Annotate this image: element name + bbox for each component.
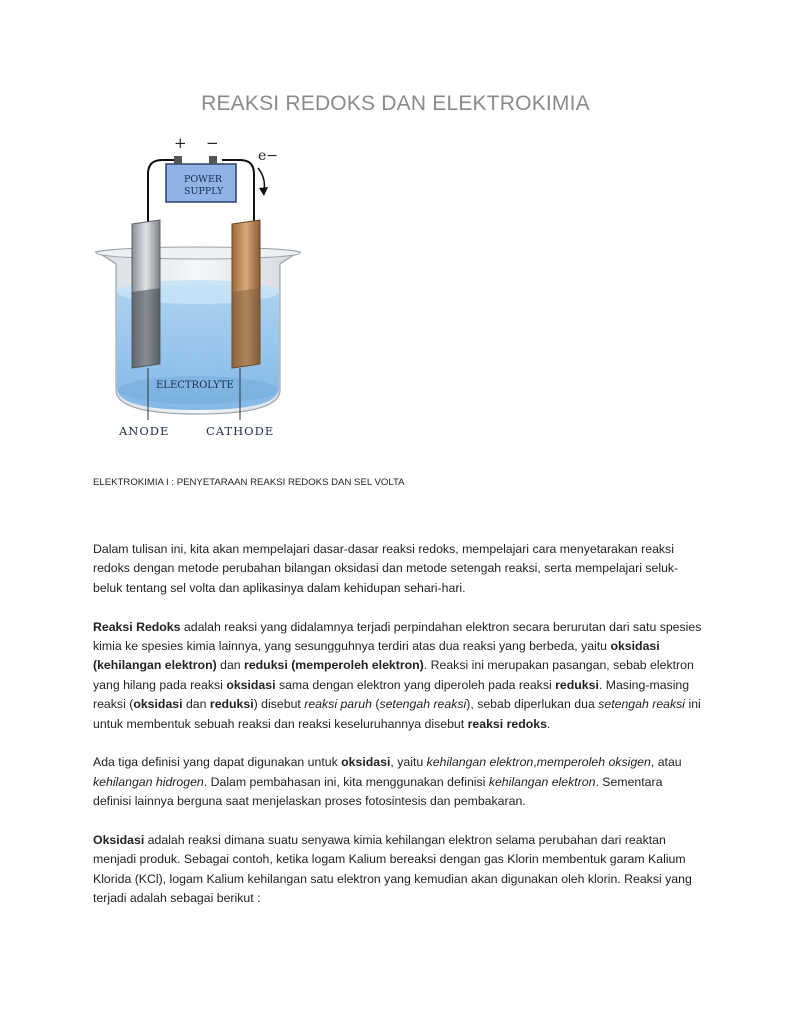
electron-flow-arrow-icon — [258, 168, 268, 196]
term-oksidasi-definition: oksidasi (kehilangan elektron) — [93, 639, 660, 673]
minus-sign: − — [206, 134, 219, 152]
paragraph-oksidasi: Oksidasi adalah reaksi dimana suatu senyawa kimia kehilangan elektron selama perubahan dari reaktan menjadi produk. Sebagai contoh, ketika logam Kalium bereaksi dengan gas Klorin membentuk garam Kalium Klorida (KCl), logam Kalium kehilangan satu elektron yang kemudian akan digunakan oleh klorin. Reaksi yang terjadi adalah sebagai berikut : — [93, 833, 692, 906]
electrolyte-label: ELECTROLYTE — [156, 380, 234, 391]
section-heading: ELEKTROKIMIA I : PENYETARAAN REAKSI REDOKS DAN SEL VOLTA — [93, 477, 405, 488]
term-reduksi-definition: reduksi (memperoleh elektron) — [244, 658, 424, 673]
plus-sign: + — [174, 134, 187, 152]
anode-label: ANODE — [119, 424, 170, 438]
paragraph-intro: Dalam tulisan ini, kita akan mempelajari dasar-dasar reaksi redoks, mempelajari cara menyetarakan reaksi redoks dengan metode perubahan bilangan oksidasi dan metode setengah reaksi, serta mempelajari seluk-beluk tentang sel volta dan aplikasinya dalam kehidupan sehari-hari. — [93, 542, 679, 595]
power-supply-label-line1: POWER — [184, 174, 223, 185]
term-reaksi-redoks: Reaksi Redoks — [93, 619, 181, 634]
electron-label: e− — [258, 148, 279, 164]
term-oksidasi: Oksidasi — [93, 833, 145, 848]
cathode-label: CATHODE — [206, 424, 275, 438]
anode-electrode — [132, 220, 160, 368]
electrochemical-cell-diagram — [88, 132, 313, 444]
page-title: REAKSI REDOKS DAN ELEKTROKIMIA — [201, 92, 590, 115]
electrochemical-cell-figure — [88, 132, 313, 444]
paragraph-definisi-oksidasi: Ada tiga definisi yang dapat digunakan untuk oksidasi, yaitu kehilangan elektron,memperoleh oksigen, atau kehilangan hidrogen. Dalam pembahasan ini, kita menggunakan definisi kehilangan elektron. Sementara definisi lainnya berguna saat menjelaskan proses fotosintesis dan pembakaran. — [93, 755, 682, 809]
article-body — [93, 540, 703, 928]
power-supply-label-line2: SUPPLY — [184, 186, 224, 197]
paragraph-reaksi-redoks: Reaksi Redoks adalah reaksi yang didalamnya terjadi perpindahan elektron secara berurutan dari satu spesies kimia ke spesies kimia lainnya, yang sesungguhnya terdiri atas dua reaksi yang berbeda, yaitu oksidasi (kehilangan elektron) dan reduksi (memperoleh elektron). Reaksi ini merupakan pasangan, sebab elektron yang hilang pada reaksi oksidasi sama dengan elektron yang diperoleh pada reaksi reduksi. Masing-masing reaksi (oksidasi dan reduksi) disebut reaksi paruh (setengah reaksi), sebab diperlukan dua setengah reaksi ini untuk membentuk sebuah reaksi dan reaksi keseluruhannya disebut reaksi redoks. — [93, 619, 702, 731]
cathode-electrode — [232, 220, 260, 368]
